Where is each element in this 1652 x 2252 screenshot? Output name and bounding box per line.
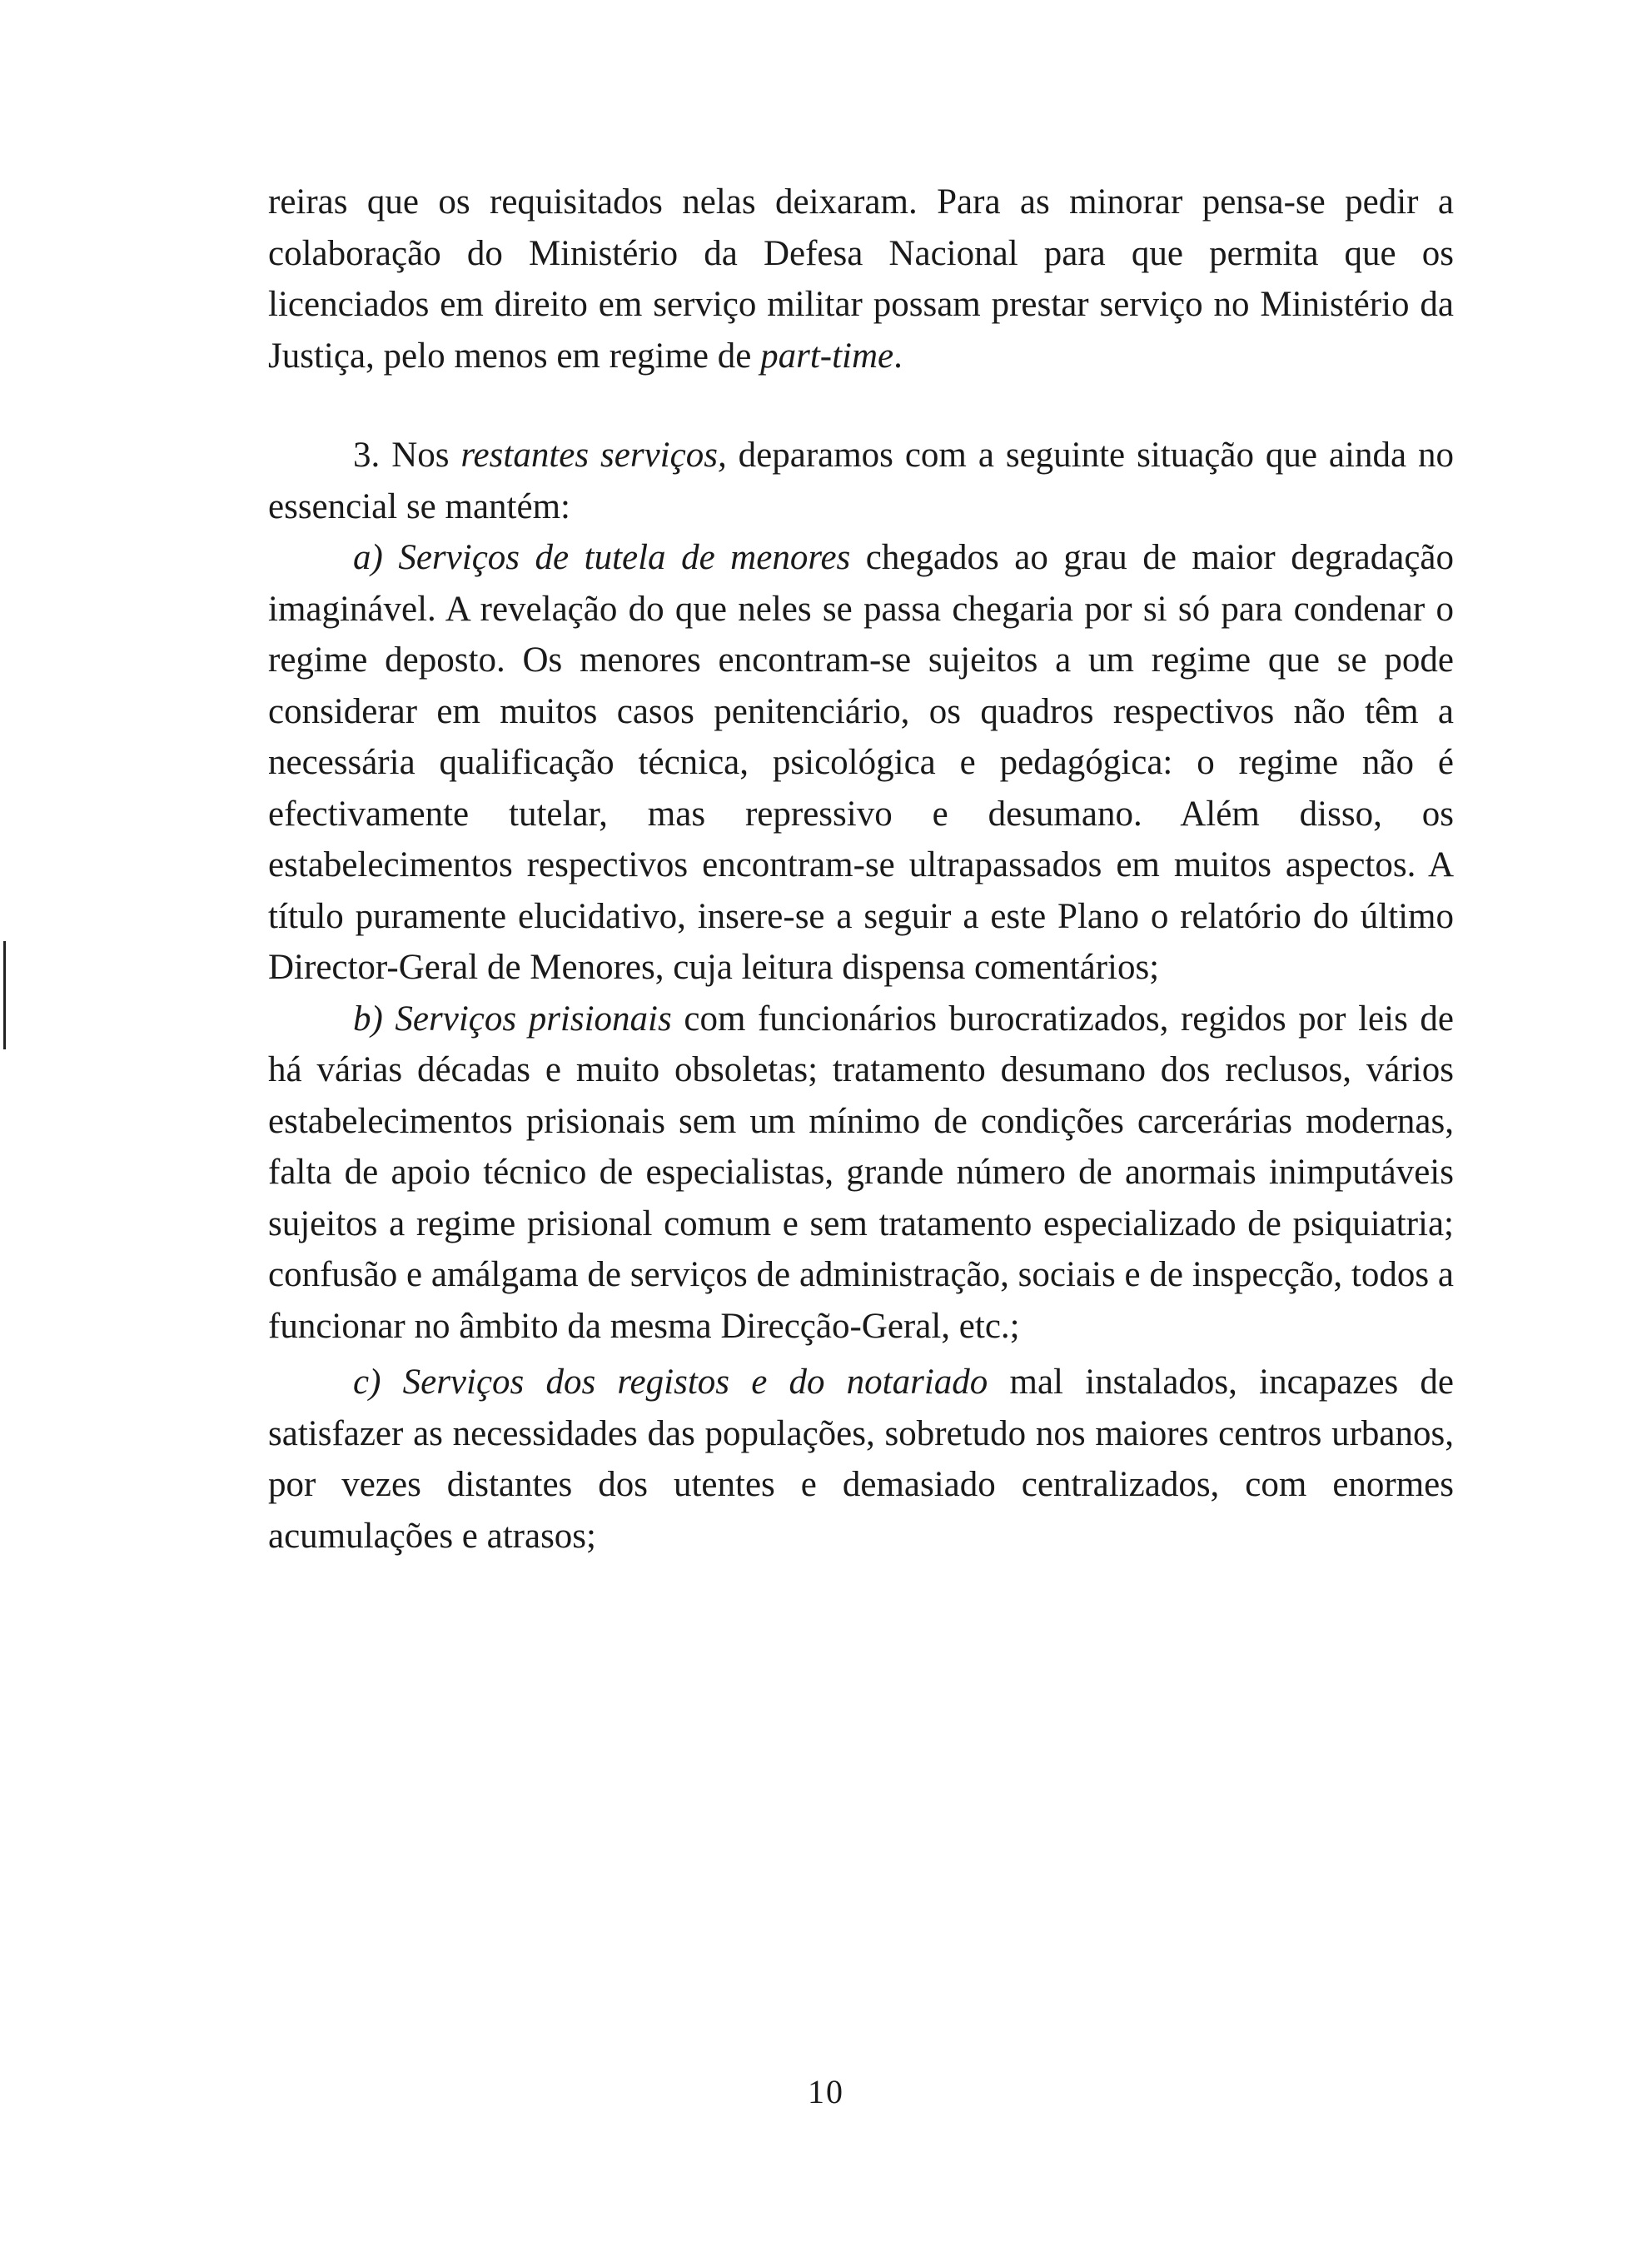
page-number: 10 bbox=[808, 2073, 844, 2110]
margin-rule bbox=[3, 941, 6, 1049]
text-run: com funcionários burocratizados, regidos por leis de há várias décadas e muito obsoletas; tratamento desumano dos reclusos, vários estabelecimentos prisionais sem um mínimo de condições carcerárias modernas, falta de apoio técnico de especialistas, grande número de anormais inimputáveis sujeitos a regime prisional comum e sem tratamento especializado de psiquiatria; confusão e amálgama de serviços de administração, sociais e de inspecção, todos a funcionar no âmbito da mesma Direcção-Geral, etc.; bbox=[268, 999, 1454, 1346]
paragraph-continuation bbox=[268, 177, 1454, 381]
list-marker: c) bbox=[353, 1363, 403, 1402]
text-run: deparamos com a seguinte situação que ainda no essencial se mantém: bbox=[268, 436, 1454, 526]
text-run: 3. Nos bbox=[353, 436, 461, 475]
text-run-italic: restantes serviços, bbox=[460, 436, 727, 475]
list-item-b bbox=[268, 994, 1454, 1353]
list-marker: b) bbox=[353, 999, 396, 1039]
body-text bbox=[268, 177, 1454, 1562]
section-paragraph-3 bbox=[268, 430, 1454, 532]
text-run: reiras que os requisitados nelas deixaram. Para as minorar pensa-se pedir a colaboração do Ministério da Defesa Nacional para que permita que os licenciados em direito em serviço militar possam prestar serviço no Ministério da Justiça, pelo menos em regime de bbox=[268, 182, 1454, 376]
text-run: chegados ao grau de maior degradação imaginável. A revelação do que neles se passa chegaria por si só para condenar o regime deposto. Os menores encontram-se sujeitos a um regime que se pode considerar em muitos casos penitenciário, os quadros respectivos não têm a necessária qualificação técnica, psicológica e pedagógica: o regime não é efectivamente tutelar, mas repressivo e desumano. Além disso, os estabelecimentos respectivos encontram-se ultrapassados em muitos aspectos. A título puramente elucidativo, insere-se a seguir a este Plano o relatório do último Director-Geral de Menores, cuja leitura dispensa comentários; bbox=[268, 538, 1454, 987]
text-run-italic: Serviços de tutela de menores bbox=[398, 538, 851, 577]
text-run-italic: part-time bbox=[760, 336, 894, 376]
text-run: mal instalados, incapazes de satisfazer as necessidades das populações, sobretudo nos maiores centros urbanos, por vezes distantes dos utentes e demasiado centralizados, com enormes acumulações e atrasos; bbox=[268, 1363, 1455, 1556]
paragraph-gap bbox=[268, 381, 1454, 430]
list-marker: a) bbox=[353, 538, 399, 577]
list-item-a bbox=[268, 532, 1454, 994]
text-run-italic: Serviços prisionais bbox=[395, 999, 672, 1039]
text-run-italic: Serviços dos registos e do notariado bbox=[402, 1363, 988, 1402]
list-item-c bbox=[268, 1357, 1454, 1562]
text-run: . bbox=[893, 336, 903, 376]
